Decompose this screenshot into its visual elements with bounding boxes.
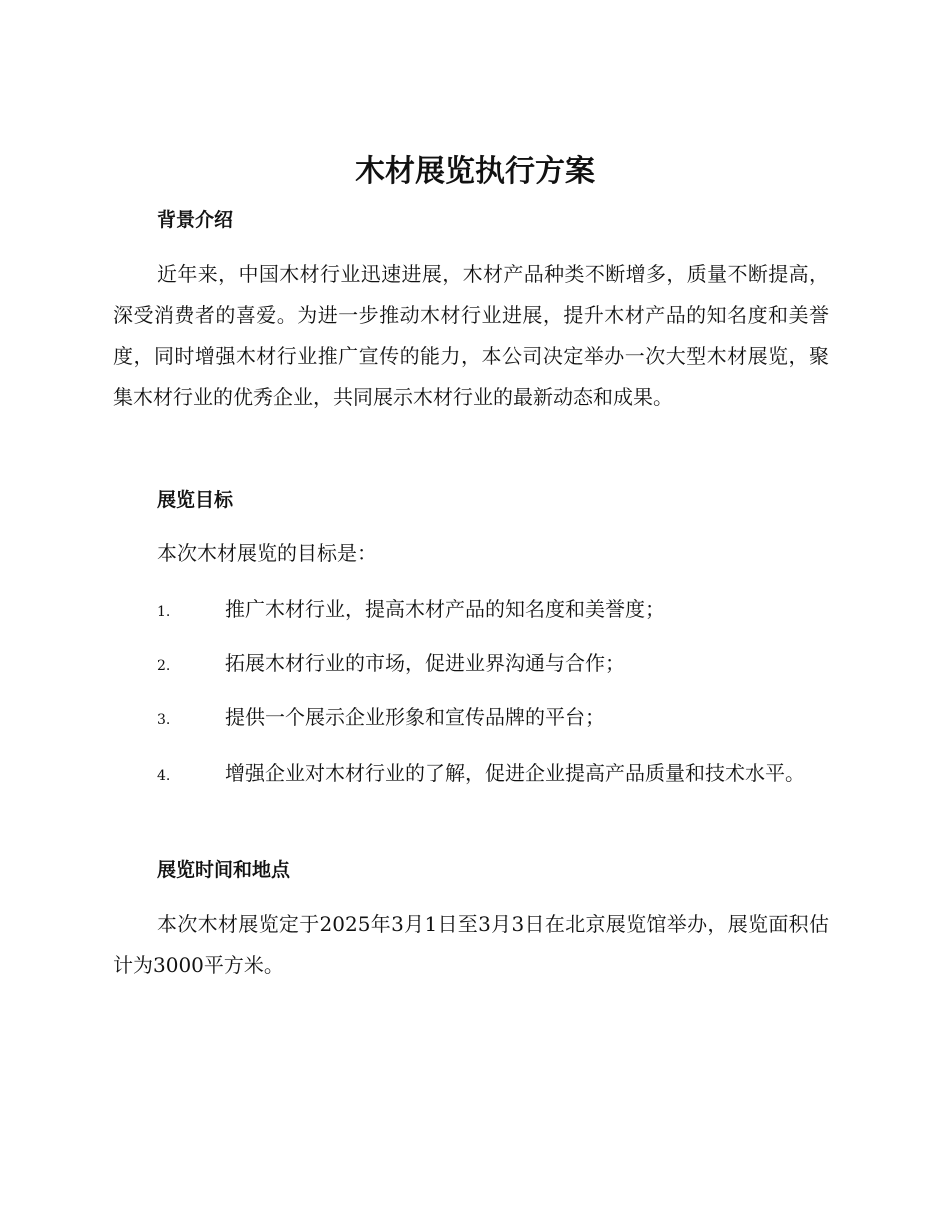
background-paragraph: 近年来，中国木材行业迅速进展，木材产品种类不断增多，质量不断提高，深受消费者的喜爱。为进一步推动木材行业进展，提升木材产品的知名度和美誉度，同时增强木材行业推广宣传的能力，本公司决定举办一次大型木材展览，聚集木材行业的优秀企业，共同展示木材行业的最新动态和成果。 [113, 262, 829, 409]
goal-item-number: 4. [157, 768, 171, 784]
goal-item-3 [113, 695, 829, 742]
goal-item-number: 1. [157, 604, 171, 620]
goal-item-1 [113, 587, 829, 634]
goal-item-text: 拓展木材行业的市场，促进业界沟通与合作； [225, 651, 625, 675]
time-location-paragraph: 本次木材展览定于2025年3月1日至3月3日在北京展览馆举办，展览面积估计为3000平方米。 [113, 912, 829, 977]
goal-item-2 [113, 641, 829, 688]
goals-intro: 本次木材展览的目标是： [157, 541, 377, 565]
section-heading-background: 背景介绍 [157, 209, 234, 231]
goal-item-number: 2. [157, 658, 171, 674]
section-heading-goals: 展览目标 [157, 489, 234, 511]
goal-item-text: 提供一个展示企业形象和宣传品牌的平台； [225, 705, 605, 729]
section-heading-time-location: 展览时间和地点 [157, 859, 291, 881]
goal-item-number: 3. [157, 712, 171, 728]
goal-item-4 [113, 751, 829, 798]
document-title: 木材展览执行方案 [355, 154, 595, 189]
goal-item-text: 推广木材行业，提高木材产品的知名度和美誉度； [225, 597, 665, 621]
goal-item-text: 增强企业对木材行业的了解，促进企业提高产品质量和技术水平。 [225, 761, 805, 785]
